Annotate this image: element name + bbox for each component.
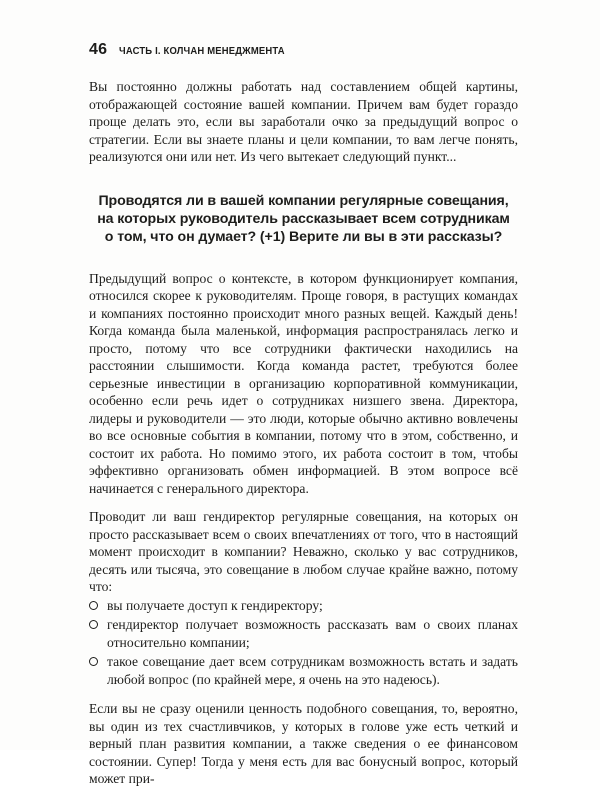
circle-bullet-icon [89, 601, 98, 610]
paragraph-strategy-picture: Вы постоянно должны работать над составлением общей картины, отображающей состояние вашей компании. Причем вам будет гораздо проще делать это, если вы заработали очко за предыдущий вопрос о стратегии. Если вы знаете планы и цели компании, то вам легче понять, реализуются они или нет. Из чего вытекает следующий пункт... [89, 79, 518, 164]
section-title: ЧАСТЬ I. КОЛЧАН МЕНЕДЖМЕНТА [119, 45, 285, 57]
list-item [89, 597, 518, 615]
benefits-list [89, 597, 518, 689]
list-item [89, 616, 518, 651]
running-head [89, 41, 518, 59]
paragraph-ceo-meetings: Проводит ли ваш гендиректор регулярные совещания, на которых он просто рассказывает всем о своих впечатлениях от того, что в настоящий момент происходит в компании? Неважно, сколько у вас сотрудников, десять или тысяча, это совещание в любом случае крайне важно, потому что: [89, 509, 518, 594]
list-item-text: вы получаете доступ к гендиректору; [107, 597, 323, 613]
page-content [89, 78, 518, 788]
list-item-text: такое совещание дает всем сотрудникам возможность встать и задать любой вопрос (по крайней мере, я очень на это надеюсь). [107, 654, 518, 687]
paragraph-context: Предыдущий вопрос о контексте, в котором функционирует компания, относился скорее к руководителям. Проще говоря, в растущих командах и компаниях постоянно происходит много разных вещей. Каждый день! Когда команда была маленькой, информация распространялась легко и просто, потому что все сотрудники фактически находились на расстоянии слышимости. Когда команда растет, требуются более серьезные инвестиции в организацию корпоративной коммуникации, особенно если речь идет о сотрудниках низшего звена. Директора, лидеры и руководители — это люди, которые обычно активно вовлечены во все основные события в компании, потому что в этом, собственно, и состоит их работа. Но помимо этого, их работа состоит в том, чтобы эффективно организовать обмен информацией. В этом вопросе всё начинается с генерального директора. [89, 270, 518, 496]
list-item [89, 653, 518, 688]
circle-bullet-icon [89, 657, 98, 666]
paragraph-bonus-question: Если вы не сразу оценили ценность подобного совещания, то, вероятно, вы один из тех счастливчиков, у которых в голове уже есть четкий и верный план развития компании, а также сведения о ее финансовом состоянии. Супер! Тогда у меня есть для вас бонусный вопрос, который может при- [89, 701, 518, 786]
list-item-text: гендиректор получает возможность рассказать вам о своих планах относительно компании; [107, 617, 518, 650]
circle-bullet-icon [89, 620, 98, 629]
page-number: 46 [89, 41, 108, 58]
question-heading: Проводятся ли в вашей компании регулярные совещания, на которых руководитель рассказывает всем сотрудникам о том, что он думает? (+1) Верите ли вы в эти рассказы? [97, 192, 510, 245]
